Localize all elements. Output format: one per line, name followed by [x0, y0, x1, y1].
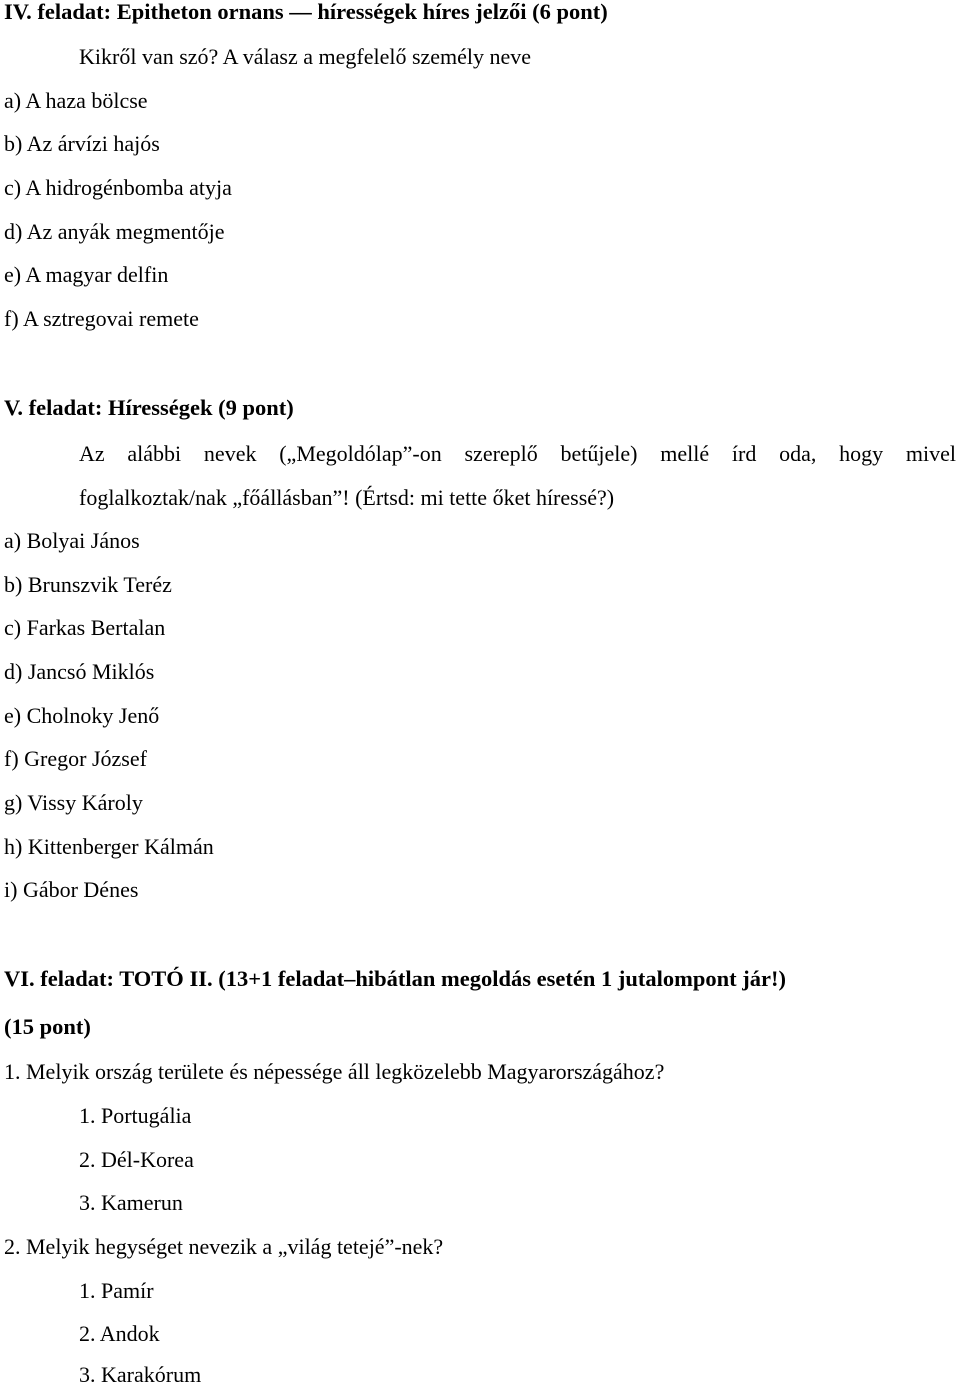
- section-5-item: g) Vissy Károly: [4, 790, 143, 815]
- section-5-item: f) Gregor József: [4, 746, 147, 771]
- question-option: 2. Andok: [79, 1321, 160, 1346]
- section-4-item: a) A haza bölcse: [4, 88, 148, 113]
- section-4-instruction: Kikről van szó? A válasz a megfelelő személy neve: [79, 44, 532, 69]
- section-5-instruction-line-2: foglalkoztak/nak „főállásban”! (Értsd: mi tette őket híressé?): [79, 485, 615, 510]
- question-option: 1. Portugália: [79, 1103, 192, 1128]
- section-4-item: e) A magyar delfin: [4, 262, 169, 287]
- section-5-item: h) Kittenberger Kálmán: [4, 834, 214, 859]
- section-5-item: b) Brunszvik Teréz: [4, 572, 172, 597]
- section-6-heading-line-2: (15 pont): [4, 1014, 91, 1039]
- section-5-item: i) Gábor Dénes: [4, 877, 139, 902]
- section-5-item: c) Farkas Bertalan: [4, 615, 166, 640]
- section-4-item: d) Az anyák megmentője: [4, 219, 225, 244]
- section-4-item: c) A hidrogénbomba atyja: [4, 175, 232, 200]
- question-option: 3. Karakórum: [79, 1362, 202, 1387]
- question-option: 3. Kamerun: [79, 1190, 183, 1215]
- section-4-heading: IV. feladat: Epitheton ornans –– hírességek híres jelzői (6 pont): [4, 0, 608, 24]
- section-5-item: a) Bolyai János: [4, 528, 140, 553]
- question-text: 1. Melyik ország területe és népessége áll legközelebb Magyarországához?: [4, 1059, 665, 1084]
- section-6-heading-line-1: VI. feladat: TOTÓ II. (13+1 feladat–hibátlan megoldás esetén 1 jutalompont jár!): [4, 966, 786, 991]
- section-5-heading: V. feladat: Hírességek (9 pont): [4, 395, 294, 420]
- section-4-item: b) Az árvízi hajós: [4, 131, 160, 156]
- question-option: 1. Pamír: [79, 1278, 154, 1303]
- section-5-item: e) Cholnoky Jenő: [4, 703, 160, 728]
- section-4-item: f) A sztregovai remete: [4, 306, 199, 331]
- section-5-instruction-line-1: Az alábbi nevek („Megoldólap”-on szereplő betűjele) mellé írd oda, hogy mivel: [79, 441, 956, 466]
- question-text: 2. Melyik hegységet nevezik a „világ tetejé”-nek?: [4, 1234, 444, 1259]
- question-option: 2. Dél-Korea: [79, 1147, 194, 1172]
- section-5-item: d) Jancsó Miklós: [4, 659, 155, 684]
